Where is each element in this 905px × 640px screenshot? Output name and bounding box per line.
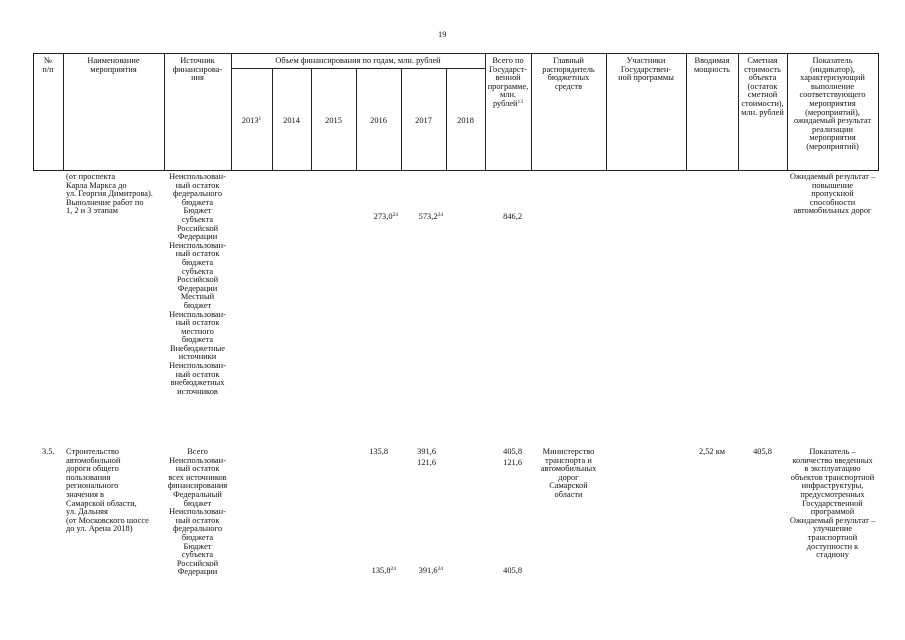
col-line (878, 53, 879, 171)
row-3-5-manager: Министерство транспорта и автомобильных дорог Самарской области (540, 447, 597, 499)
continued-name: (от проспекта Карла Маркса до ул. Георгия Димитрова). Выполнение работ по 1, 2 и 3 этапам (66, 172, 153, 216)
header-total: Всего по Государст- венной программе, млн. рублей$^{13}$ (487, 56, 529, 108)
header-indicator: Показатель (индикатор), характеризующий выполнение соответствующего мероприятия (мероприятий), ожидаемый результат реализации мероприятия (мероприятий) (793, 56, 871, 151)
continued-sources: Неиспользован- ный остаток федерального бюджета Бюджет субъекта Российской Федерации Неиспользован- ный остаток бюджета субъекта Российской Федерации Местный бюджет Неиспользован- ный остаток местного бюджета Внебюджетные источники Неиспользован- ный остаток внебюджетных источников (169, 172, 226, 396)
row-3-5-subject-sum: 405,8 (503, 566, 522, 575)
continued-2016: 273,0$^{24}$ (373, 212, 398, 221)
header-source: Источник финансирова- ния (172, 56, 223, 83)
col-line (231, 53, 232, 171)
continued-indicator: Ожидаемый результат – повышение пропускной способности автомобильных дорог (789, 172, 876, 216)
row-3-5-name: Строительство автомобильной дороги общего пользования регионального значения в Самарской области, ул. Дальняя (от Московского шоссе до ул. Арена 2018) (66, 447, 149, 534)
row-3-5-total-2017: 391,6 (417, 447, 436, 456)
table-top-border (33, 53, 878, 54)
row-3-5-indicator: Показатель – количество введенных в эксплуатацию объектов транспортной инфраструктуры, предусмотренных Государственной программой Ожидаемый результат – улучшение транспортной доступности к стадиону (789, 447, 876, 560)
header-estimate: Сметная стоимость объекта (остаток сметной стоимости), млн. рублей (741, 56, 784, 117)
row-3-5-capacity: 2,52 км (698, 447, 726, 456)
header-bottom-border (33, 170, 878, 171)
continued-total: 846,2 (503, 212, 522, 221)
header-num: № п/п (42, 56, 54, 74)
header-year-2013: 2013$^1$ (241, 116, 262, 125)
header-year-2015: 2015 (325, 116, 342, 125)
page-number: 19 (438, 30, 447, 39)
header-year-2018: 2018 (457, 116, 474, 125)
row-3-5-num: 3.5. (42, 447, 55, 456)
row-3-5-subject-2017: 391,6$^{24}$ (418, 566, 443, 575)
header-manager: Главный распорядитель бюджетных средств (542, 56, 595, 91)
header-year-2016: 2016 (370, 116, 387, 125)
header-participants: Участники Государствен- ной программы (618, 56, 674, 83)
header-capacity: Вводимая мощность (693, 56, 730, 74)
continued-2017: 573,2$^{24}$ (418, 212, 443, 221)
row-3-5-estimate: 405,8 (753, 447, 772, 456)
header-year-2014: 2014 (283, 116, 300, 125)
header-funding-title: Объем финансирования по годам, млн. рублей (275, 56, 441, 65)
row-3-5-remainder-sum: 121,6 (503, 458, 522, 467)
header-year-2017: 2017 (415, 116, 432, 125)
row-3-5-remainder-2017: 121,6 (417, 458, 436, 467)
row-3-5-subject-2016: 135,8$^{24}$ (371, 566, 396, 575)
row-3-5-total-sum: 405,8 (503, 447, 522, 456)
row-3-5-sources: Всего Неиспользован- ный остаток всех источников финансирования Федеральный бюджет Неиспользован- ный остаток федерального бюджета Бюджет субъекта Российской Федерации (167, 447, 228, 577)
header-name: Наименование мероприятия (87, 56, 140, 74)
row-3-5-total-2016: 135,8 (369, 447, 388, 456)
